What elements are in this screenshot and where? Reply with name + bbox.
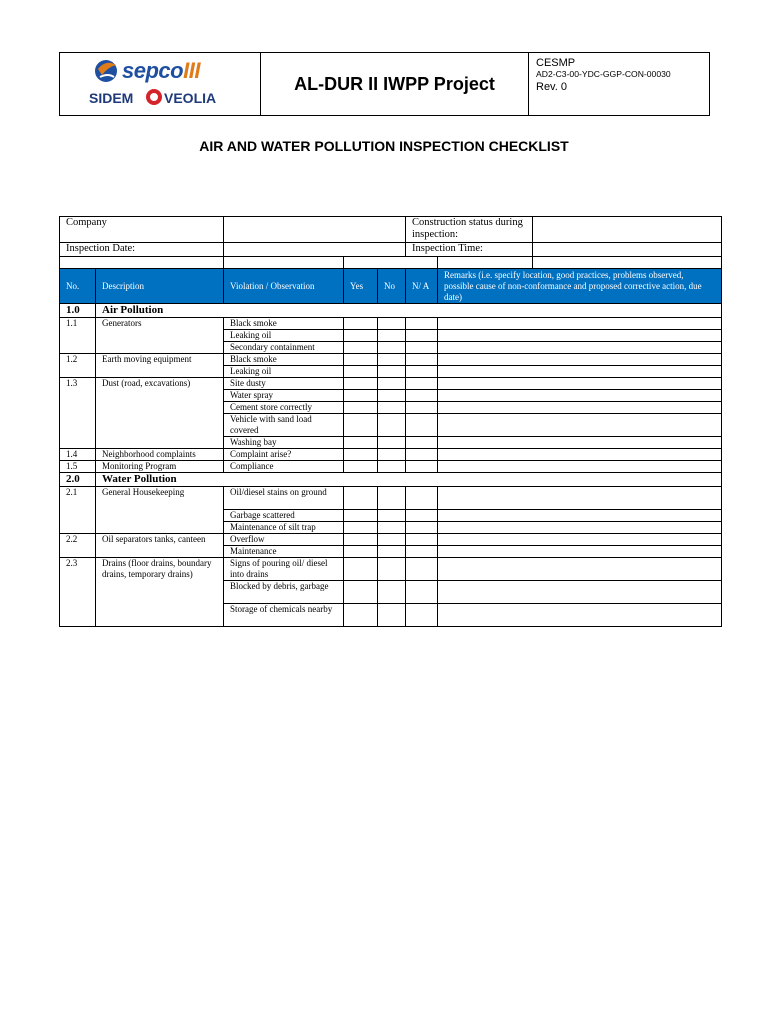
item-description: Monitoring Program (96, 461, 224, 473)
remarks-cell[interactable] (438, 558, 722, 581)
remarks-cell[interactable] (438, 522, 722, 534)
no-checkbox-cell[interactable] (378, 342, 406, 354)
inspection-checklist-table (59, 216, 722, 627)
na-checkbox-cell[interactable] (406, 390, 438, 402)
section-number: 1.0 (60, 304, 96, 318)
yes-checkbox-cell[interactable] (344, 546, 378, 558)
violation-observation: Water spray (224, 390, 344, 402)
na-checkbox-cell[interactable] (406, 534, 438, 546)
no-checkbox-cell[interactable] (378, 604, 406, 627)
item-description: Earth moving equipment (96, 354, 224, 378)
yes-checkbox-cell[interactable] (344, 354, 378, 366)
no-checkbox-cell[interactable] (378, 487, 406, 510)
no-checkbox-cell[interactable] (378, 378, 406, 390)
na-checkbox-cell[interactable] (406, 318, 438, 330)
inspection-time-field[interactable] (533, 243, 722, 257)
table-row (60, 461, 722, 473)
yes-checkbox-cell[interactable] (344, 487, 378, 510)
remarks-cell[interactable] (438, 487, 722, 510)
col-header-no: No. (60, 269, 96, 304)
remarks-cell[interactable] (438, 330, 722, 342)
na-checkbox-cell[interactable] (406, 546, 438, 558)
remarks-cell[interactable] (438, 414, 722, 437)
item-description: General Housekeeping (96, 487, 224, 534)
remarks-cell[interactable] (438, 604, 722, 627)
blank-cell (224, 257, 344, 269)
col-header-yes: Yes (344, 269, 378, 304)
blank-cell (438, 257, 533, 269)
doc-type: CESMP (536, 57, 576, 69)
section-row (60, 473, 722, 487)
no-checkbox-cell[interactable] (378, 330, 406, 342)
violation-observation: Blocked by debris, garbage (224, 581, 344, 604)
section-title: Air Pollution (96, 304, 722, 318)
remarks-cell[interactable] (438, 354, 722, 366)
violation-observation: Washing bay (224, 437, 344, 449)
violation-observation: Overflow (224, 534, 344, 546)
inspection-date-field[interactable] (224, 243, 406, 257)
yes-checkbox-cell[interactable] (344, 534, 378, 546)
remarks-cell[interactable] (438, 378, 722, 390)
yes-checkbox-cell[interactable] (344, 437, 378, 449)
item-description: Generators (96, 318, 224, 354)
no-checkbox-cell[interactable] (378, 366, 406, 378)
violation-observation: Maintenance of silt trap (224, 522, 344, 534)
yes-checkbox-cell[interactable] (344, 330, 378, 342)
yes-checkbox-cell[interactable] (344, 366, 378, 378)
violation-observation: Complaint arise? (224, 449, 344, 461)
table-row (60, 534, 722, 546)
col-header-description: Description (96, 269, 224, 304)
document-header (59, 52, 710, 116)
violation-observation: Compliance (224, 461, 344, 473)
remarks-cell[interactable] (438, 546, 722, 558)
yes-checkbox-cell[interactable] (344, 581, 378, 604)
remarks-cell[interactable] (438, 402, 722, 414)
violation-observation: Oil/diesel stains on ground (224, 487, 344, 510)
table-row (60, 318, 722, 330)
item-number: 2.3 (60, 558, 96, 627)
no-checkbox-cell[interactable] (378, 390, 406, 402)
remarks-cell[interactable] (438, 461, 722, 473)
table-row (60, 558, 722, 581)
remarks-cell[interactable] (438, 437, 722, 449)
violation-observation: Garbage scattered (224, 510, 344, 522)
yes-checkbox-cell[interactable] (344, 378, 378, 390)
item-number: 1.2 (60, 354, 96, 378)
yes-checkbox-cell[interactable] (344, 390, 378, 402)
no-checkbox-cell[interactable] (378, 449, 406, 461)
item-number: 1.1 (60, 318, 96, 354)
na-checkbox-cell[interactable] (406, 604, 438, 627)
no-checkbox-cell[interactable] (378, 581, 406, 604)
remarks-cell[interactable] (438, 318, 722, 330)
section-row (60, 304, 722, 318)
project-title: AL-DUR II IWPP Project (261, 53, 529, 115)
sepco-wordmark: sepcoIII (122, 58, 200, 83)
no-checkbox-cell[interactable] (378, 414, 406, 437)
col-header-violation: Violation / Observation (224, 269, 344, 304)
item-number: 1.5 (60, 461, 96, 473)
violation-observation: Leaking oil (224, 366, 344, 378)
item-description: Dust (road, excavations) (96, 378, 224, 449)
company-field[interactable] (224, 217, 406, 243)
na-checkbox-cell[interactable] (406, 354, 438, 366)
item-number: 1.4 (60, 449, 96, 461)
yes-checkbox-cell[interactable] (344, 449, 378, 461)
company-label: Company (60, 217, 224, 243)
company-logo (60, 53, 261, 115)
na-checkbox-cell[interactable] (406, 414, 438, 437)
yes-checkbox-cell[interactable] (344, 558, 378, 581)
no-checkbox-cell[interactable] (378, 510, 406, 522)
item-number: 2.2 (60, 534, 96, 558)
violation-observation: Black smoke (224, 318, 344, 330)
na-checkbox-cell[interactable] (406, 330, 438, 342)
inspection-time-label: Inspection Time: (406, 243, 533, 257)
remarks-cell[interactable] (438, 342, 722, 354)
yes-checkbox-cell[interactable] (344, 342, 378, 354)
item-description: Oil separators tanks, canteen (96, 534, 224, 558)
violation-observation: Storage of chemicals nearby (224, 604, 344, 627)
remarks-cell[interactable] (438, 534, 722, 546)
yes-checkbox-cell[interactable] (344, 604, 378, 627)
blank-cell (60, 257, 224, 269)
item-description: Drains (floor drains, boundary drains, temporary drains) (96, 558, 224, 627)
doc-number: AD2-C3-00-YDC-GGP-CON-00030 (536, 69, 671, 79)
no-checkbox-cell[interactable] (378, 437, 406, 449)
na-checkbox-cell[interactable] (406, 449, 438, 461)
na-checkbox-cell[interactable] (406, 402, 438, 414)
document-reference (529, 53, 709, 115)
construction-status-field[interactable] (533, 217, 722, 243)
remarks-cell[interactable] (438, 366, 722, 378)
na-checkbox-cell[interactable] (406, 510, 438, 522)
sepco-logo-icon (92, 55, 120, 85)
violation-observation: Leaking oil (224, 330, 344, 342)
construction-status-label: Construction status during inspection: (406, 217, 533, 243)
remarks-cell[interactable] (438, 390, 722, 402)
inspection-date-label: Inspection Date: (60, 243, 224, 257)
table-row (60, 378, 722, 390)
remarks-cell[interactable] (438, 581, 722, 604)
no-checkbox-cell[interactable] (378, 354, 406, 366)
blank-cell (533, 257, 722, 269)
no-checkbox-cell[interactable] (378, 546, 406, 558)
veolia-wordmark: VEOLIA (164, 90, 217, 106)
no-checkbox-cell[interactable] (378, 402, 406, 414)
table-row (60, 487, 722, 510)
no-checkbox-cell[interactable] (378, 461, 406, 473)
item-number: 1.3 (60, 378, 96, 449)
item-description: Neighborhood complaints (96, 449, 224, 461)
col-header-na: N/ A (406, 269, 438, 304)
veolia-logo-icon (146, 89, 162, 105)
na-checkbox-cell[interactable] (406, 558, 438, 581)
na-checkbox-cell[interactable] (406, 437, 438, 449)
na-checkbox-cell[interactable] (406, 461, 438, 473)
no-checkbox-cell[interactable] (378, 522, 406, 534)
page-title: AIR AND WATER POLLUTION INSPECTION CHECKLIST (199, 138, 569, 154)
violation-observation: Vehicle with sand load covered (224, 414, 344, 437)
yes-checkbox-cell[interactable] (344, 318, 378, 330)
revision: Rev. 0 (536, 81, 567, 93)
col-header-remarks: Remarks (i.e. specify location, good practices, problems observed, possible cause of non-conformance and proposed corrective action, due date) (438, 269, 722, 304)
na-checkbox-cell[interactable] (406, 342, 438, 354)
section-number: 2.0 (60, 473, 96, 487)
yes-checkbox-cell[interactable] (344, 414, 378, 437)
col-header-no-answer: No (378, 269, 406, 304)
na-checkbox-cell[interactable] (406, 581, 438, 604)
blank-cell (344, 257, 438, 269)
violation-observation: Maintenance (224, 546, 344, 558)
violation-observation: Black smoke (224, 354, 344, 366)
na-checkbox-cell[interactable] (406, 487, 438, 510)
remarks-cell[interactable] (438, 449, 722, 461)
sidem-wordmark: SIDEM (89, 90, 134, 106)
item-number: 2.1 (60, 487, 96, 534)
violation-observation: Signs of pouring oil/ diesel into drains (224, 558, 344, 581)
yes-checkbox-cell[interactable] (344, 522, 378, 534)
yes-checkbox-cell[interactable] (344, 402, 378, 414)
no-checkbox-cell[interactable] (378, 534, 406, 546)
na-checkbox-cell[interactable] (406, 378, 438, 390)
violation-observation: Site dusty (224, 378, 344, 390)
no-checkbox-cell[interactable] (378, 318, 406, 330)
table-row (60, 354, 722, 366)
table-row (60, 449, 722, 461)
section-title: Water Pollution (96, 473, 722, 487)
no-checkbox-cell[interactable] (378, 558, 406, 581)
yes-checkbox-cell[interactable] (344, 510, 378, 522)
na-checkbox-cell[interactable] (406, 366, 438, 378)
yes-checkbox-cell[interactable] (344, 461, 378, 473)
na-checkbox-cell[interactable] (406, 522, 438, 534)
violation-observation: Cement store correctly (224, 402, 344, 414)
violation-observation: Secondary containment (224, 342, 344, 354)
remarks-cell[interactable] (438, 510, 722, 522)
